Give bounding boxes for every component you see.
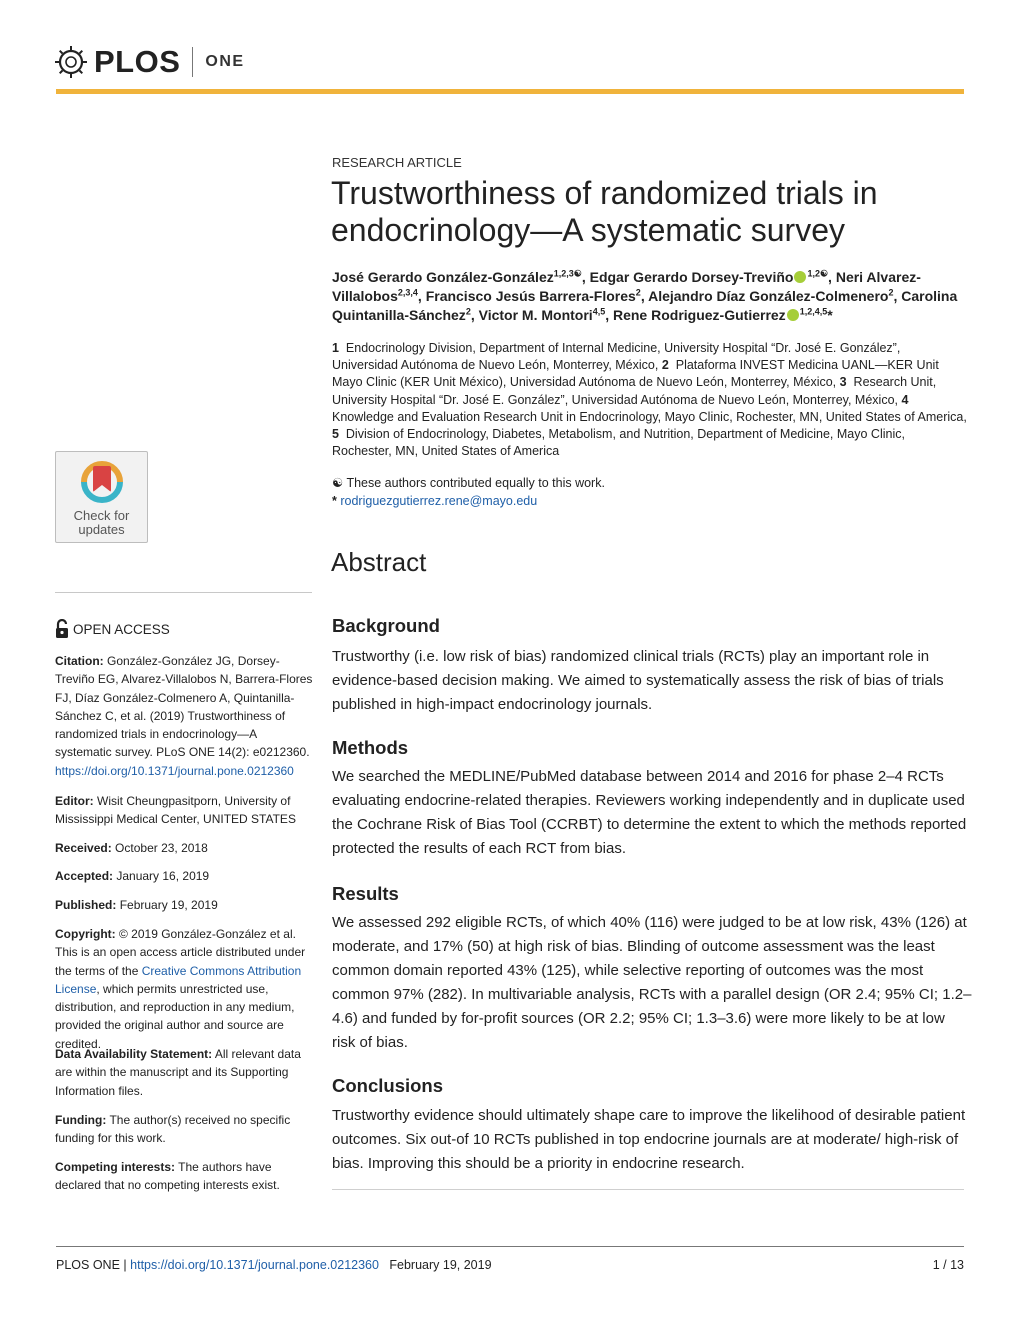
- author-name[interactable]: Edgar Gerardo Dorsey-Treviño: [589, 269, 794, 285]
- abstract-heading: Abstract: [331, 547, 427, 577]
- corresponding-email-link[interactable]: rodriguezgutierrez.rene@mayo.edu: [340, 493, 538, 508]
- affiliations: [332, 340, 967, 460]
- citation-label: Citation:: [55, 654, 104, 668]
- funding-block: [55, 1111, 313, 1148]
- footer-doi-link[interactable]: https://doi.org/10.1371/journal.pone.0212360: [130, 1258, 379, 1272]
- author-affiliation-marks: 1,2,4,5: [799, 306, 828, 317]
- citation-block: [55, 652, 313, 780]
- data-availability-block: [55, 1045, 313, 1100]
- crossmark-icon: [79, 458, 125, 506]
- check-label-2: updates: [78, 522, 125, 537]
- copyright-text: © 2019 González-González et al. This is an open access article distributed under the terms of the: [55, 927, 306, 978]
- published-date: February 19, 2019: [119, 898, 218, 912]
- affiliation-text: Plataforma INVEST Medicina UANL—KER Unit Mayo Clinic (KER Unit México), Universidad Autónoma de Nuevo León, Monterrey, México,: [332, 358, 939, 390]
- affiliation-number: 1: [332, 341, 339, 355]
- editor-label: Editor:: [55, 794, 94, 808]
- background-heading: Background: [332, 615, 440, 636]
- affiliation-number: 3: [839, 375, 847, 390]
- copyright-label: Copyright:: [55, 927, 116, 941]
- published-label: Published:: [55, 898, 117, 912]
- methods-text: We searched the MEDLINE/PubMed database between 2014 and 2016 for phase 2–4 RCTs evaluating endocrine-related therapies. Reviewers working independently and in duplicate used the Cochrane Risk of Bias Tool (CCRBT) to determine the extent to which the methods reported protected the results of each RCT from bias.: [332, 768, 967, 857]
- conclusions-heading: Conclusions: [332, 1075, 444, 1096]
- brand-wordmark: PLOS: [94, 44, 181, 79]
- logo-divider: [192, 47, 193, 77]
- open-lock-icon: [55, 619, 69, 639]
- affiliation-text: Knowledge and Evaluation Research Unit in Endocrinology, Mayo Clinic, Rochester, MN, United States of America,: [332, 409, 967, 424]
- background-text: Trustworthy (i.e. low risk of bias) randomized clinical trials (RCTs) play an important role in evidence-based decision making. We aimed to systematically assess the risk of bias of trials published in high-impact endocrinology journals.: [332, 648, 944, 713]
- accepted-label: Accepted:: [55, 869, 114, 883]
- footer-journal: PLOS ONE: [56, 1258, 120, 1272]
- journal-name: ONE: [205, 53, 245, 70]
- results-heading: Results: [332, 883, 399, 904]
- equal-contribution-text: These authors contributed equally to this work.: [346, 476, 605, 490]
- accepted-block: [55, 867, 313, 885]
- received-date: October 23, 2018: [115, 841, 208, 855]
- author-affiliation-marks: 1,2☯: [807, 268, 829, 279]
- author-name[interactable]: Victor M. Montori: [478, 307, 593, 323]
- footer-date: February 19, 2019: [389, 1258, 492, 1272]
- author-notes: [332, 475, 967, 510]
- check-for-updates-badge[interactable]: [55, 451, 148, 543]
- left-divider: [55, 592, 312, 593]
- open-access-badge: [55, 619, 170, 639]
- footer-separator: |: [123, 1258, 127, 1272]
- received-block: [55, 839, 313, 857]
- data-availability-text: All relevant data are within the manuscript and its Supporting Information files.: [55, 1047, 301, 1098]
- received-label: Received:: [55, 841, 112, 855]
- affiliation-number: 4: [901, 392, 909, 407]
- orcid-icon[interactable]: [787, 309, 799, 321]
- page-footer: [56, 1258, 492, 1272]
- plos-emblem-icon: [54, 45, 88, 79]
- data-availability-label: Data Availability Statement:: [55, 1047, 213, 1061]
- competing-interests-text: The authors have declared that no competing interests exist.: [55, 1160, 280, 1193]
- author-name[interactable]: Neri Alvarez-Villalobos: [332, 269, 921, 304]
- article-title: Trustworthiness of randomized trials in endocrinology—A systematic survey: [331, 175, 878, 248]
- competing-interests-block: [55, 1158, 313, 1195]
- author-list: José Gerardo González-González$^{1,2,3☯}$, Edgar Gerardo Dorsey-Treviño $^{1,2☯}$, Neri Alvarez-Villalobos$^{2,3,4}$, Francisco Jesús Barrera-Flores$^2$, Alejandro Díaz González-Colmenero$^2$, Carolina Quintanilla-Sánchez$^2$, Victor M. Montori$^{4,5}$, Rene Rodriguez-Gutierrez $^{1,2,4,5}$*: [332, 268, 958, 323]
- citation-doi-link[interactable]: https://doi.org/10.1371/journal.pone.0212360: [55, 763, 294, 778]
- citation-text: González-González JG, Dorsey-Treviño EG, Alvarez-Villalobos N, Barrera-Flores FJ, Díaz González-Colmenero A, Quintanilla-Sánchez C, et al. (2019) Trustworthiness of randomized trials in endocrinology—A systematic survey. PLoS ONE 14(2): e0212360.: [55, 654, 313, 760]
- author-name[interactable]: Carolina Quintanilla-Sánchez: [332, 288, 958, 323]
- license-link[interactable]: Creative Commons Attribution License: [55, 963, 302, 996]
- copyright-text-2: , which permits unrestricted use, distribution, and reproduction in any medium, provided the original author and source are credited.: [55, 981, 295, 1051]
- footer-divider: [56, 1246, 964, 1247]
- affiliation-number: 5: [332, 427, 339, 442]
- corresponding-author-mark: *: [827, 307, 833, 323]
- author-name[interactable]: Rene Rodriguez-Gutierrez: [612, 307, 786, 323]
- corresponding-mark: *: [332, 493, 337, 508]
- author-name[interactable]: Francisco Jesús Barrera-Flores: [425, 288, 636, 304]
- author-affiliation-marks: 1,2,3☯: [553, 268, 582, 279]
- results-text: We assessed 292 eligible RCTs, of which 40% (116) were judged to be at low risk, 43% (126) at moderate, and 17% (50) at high risk of bias. Blinding of outcome assessment was the least common domain reported 43% (125), while selective reporting of outcomes was the most common 97% (282). In multivariable analysis, RCTs with a parallel design (OR 2.4; 95% CI; 1.2–4.6) and funded by for-profit sources (OR 2.2; 95% CI; 1.3–3.6) were more likely to be at low risk of bias.: [332, 914, 972, 1051]
- page-number: 1 / 13: [932, 1258, 964, 1272]
- open-access-label: OPEN ACCESS: [73, 621, 170, 637]
- conclusions-text: Trustworthy evidence should ultimately shape care to improve the likelihood of desirable patient outcomes. Six out-of 10 RCTs published in top endocrine journals are at moderate/ high-risk of bias. Improving this should be a priority in endocrine research.: [332, 1107, 966, 1172]
- affiliation-text: Endocrinology Division, Department of Internal Medicine, University Hospital “Dr. José E. González”, Universidad Autónoma de Nuevo León, Monterrey, México,: [332, 341, 901, 373]
- equal-contribution-note: [332, 475, 967, 493]
- author-name[interactable]: Alejandro Díaz González-Colmenero: [648, 288, 889, 304]
- article-type: RESEARCH ARTICLE: [332, 155, 462, 170]
- plos-one-logo[interactable]: [54, 42, 245, 82]
- accepted-date: January 16, 2019: [116, 869, 210, 883]
- competing-interests-label: Competing interests:: [55, 1160, 176, 1174]
- equal-contribution-mark: ☯: [332, 476, 344, 490]
- affiliation-number: 2: [661, 358, 669, 373]
- abstract-divider: [332, 1189, 964, 1190]
- author-affiliation-marks: 2: [635, 287, 641, 298]
- methods-heading: Methods: [332, 737, 409, 758]
- author-name[interactable]: José Gerardo González-González: [332, 269, 554, 285]
- published-block: [55, 896, 313, 914]
- author-affiliation-marks: 2,3,4: [397, 287, 418, 298]
- check-label-1: Check for: [73, 508, 130, 523]
- editor-text: Wisit Cheungpasitporn, University of Mississippi Medical Center, UNITED STATES: [55, 794, 296, 827]
- affiliation-text: Division of Endocrinology, Diabetes, Metabolism, and Nutrition, Department of Medicine, Mayo Clinic, Rochester, MN, United States of America: [332, 427, 905, 459]
- funding-label: Funding:: [55, 1113, 107, 1127]
- author-affiliation-marks: 2: [465, 306, 471, 317]
- header-bar: [56, 89, 964, 94]
- funding-text: The author(s) received no specific funding for this work.: [55, 1113, 291, 1146]
- orcid-icon[interactable]: [794, 271, 806, 283]
- affiliation-text: Research Unit, University Hospital “Dr. José E. González”, Universidad Autónoma de Nuevo León, Monterrey, México,: [332, 375, 937, 407]
- author-affiliation-marks: 4,5: [592, 306, 606, 317]
- author-affiliation-marks: 2: [888, 287, 894, 298]
- corresponding-author-note: [332, 493, 967, 511]
- editor-block: [55, 792, 313, 829]
- copyright-block: [55, 925, 313, 1053]
